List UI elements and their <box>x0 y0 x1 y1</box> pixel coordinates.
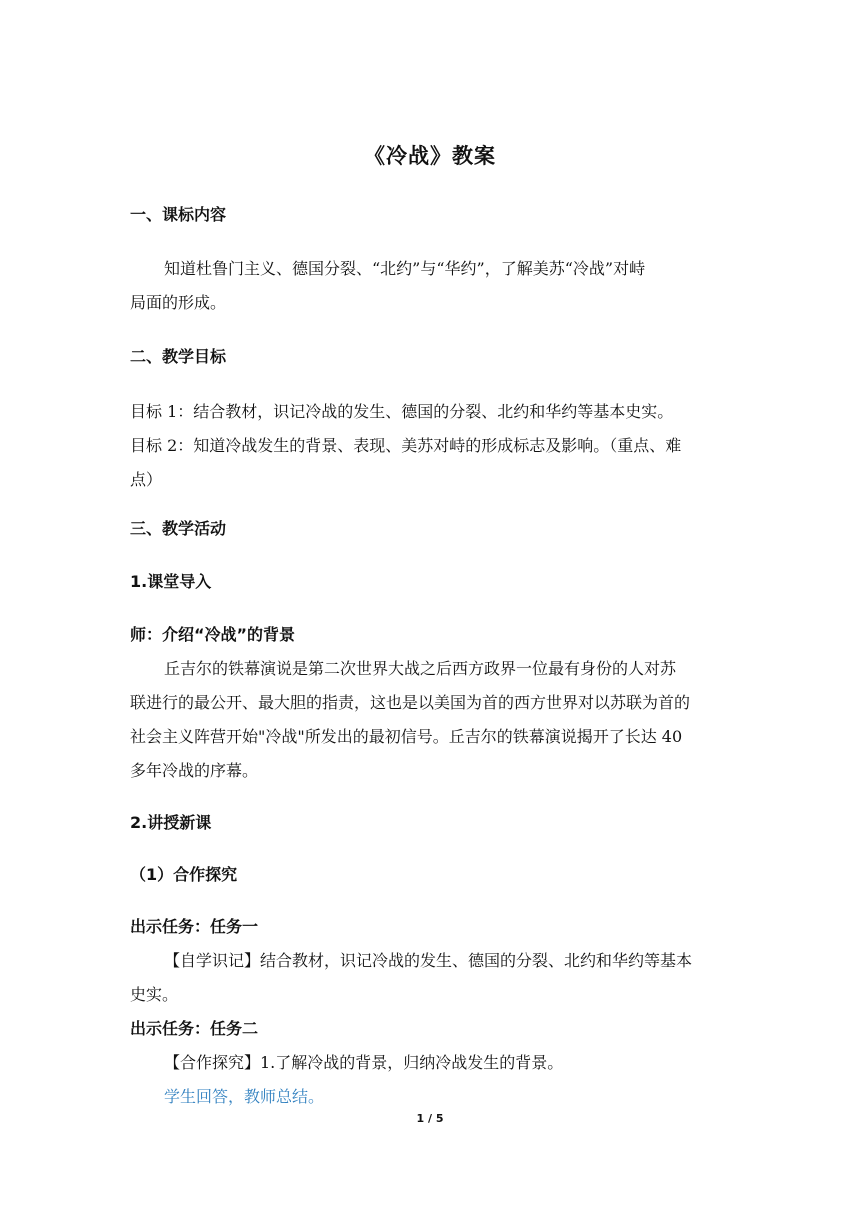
objective-line: 目标 1：结合教材，识记冷战的发生、德国的分裂、北约和华约等基本史实。 <box>130 402 674 421</box>
paragraph-line: 丘吉尔的铁幕演说是第二次世界大战之后西方政界一位最有身份的人对苏 <box>164 659 677 678</box>
section-standards-body <box>130 252 730 320</box>
section-objectives <box>130 340 730 374</box>
paragraph-line: 局面的形成。 <box>130 293 227 312</box>
teacher-heading: 师：介绍“冷战”的背景 <box>130 625 296 644</box>
section-activities <box>130 512 730 546</box>
subsection-heading: 2.讲授新课 <box>130 813 212 832</box>
task-line: 【合作探究】1.了解冷战的背景，归纳冷战发生的背景。 <box>164 1053 564 1072</box>
section-objectives-body <box>130 395 730 497</box>
paragraph-line: 知道杜鲁门主义、德国分裂、“北约”与“华约”，了解美苏“冷战”对峙 <box>164 259 646 278</box>
subsection-heading: （1）合作探究 <box>130 865 238 884</box>
task-heading: 出示任务：任务二 <box>130 1019 259 1038</box>
task-line: 史实。 <box>130 985 179 1004</box>
page-number: 1 / 5 <box>416 1112 444 1125</box>
task-heading: 出示任务：任务一 <box>130 917 259 936</box>
section-heading: 二、教学目标 <box>130 347 227 366</box>
subsection-heading: 1.课堂导入 <box>130 572 212 591</box>
paragraph-line: 社会主义阵营开始"冷战"所发出的最初信号。丘吉尔的铁幕演说揭开了长达 40 <box>130 727 683 746</box>
objective-line: 点） <box>130 470 163 489</box>
subsection-new-lesson <box>130 806 730 840</box>
objective-line: 目标 2：知道冷战发生的背景、表现、美苏对峙的形成标志及影响。（重点、难 <box>130 436 682 455</box>
paragraph-line: 多年冷战的序幕。 <box>130 761 259 780</box>
document-title: 《冷战》教案 <box>364 144 496 168</box>
subsection-cooperative <box>130 858 730 892</box>
subsection-intro <box>130 565 730 599</box>
answer-line: 学生回答，教师总结。 <box>164 1087 325 1106</box>
paragraph-line: 联进行的最公开、最大胆的指责，这也是以美国为首的西方世界对以苏联为首的 <box>130 693 691 712</box>
section-heading: 一、课标内容 <box>130 205 227 224</box>
task-line: 【自学识记】结合教材，识记冷战的发生、德国的分裂、北约和华约等基本 <box>164 951 693 970</box>
tasks-body <box>130 910 730 1114</box>
section-heading: 三、教学活动 <box>130 519 227 538</box>
section-standards <box>130 198 730 232</box>
intro-body <box>130 618 730 788</box>
